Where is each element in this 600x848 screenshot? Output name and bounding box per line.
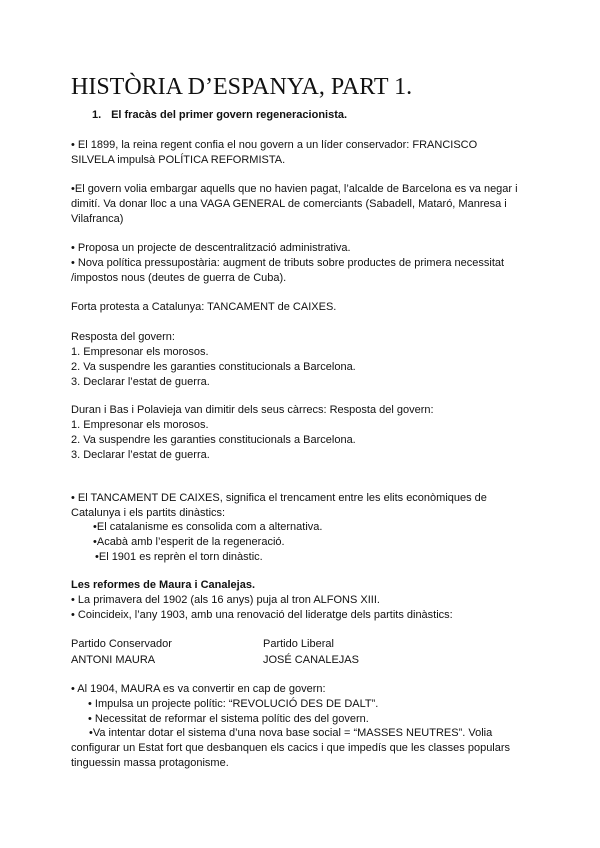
list-item: 1. Empresonar els morosos. bbox=[71, 346, 209, 358]
party-left-name: Partido Conservador bbox=[71, 638, 172, 650]
paragraph-line: Forta protesta a Catalunya: TANCAMENT de CAIXES. bbox=[71, 301, 337, 313]
list-item: •El catalanisme es consolida com a alternativa. bbox=[93, 521, 323, 533]
paragraph-line: dimití. Va donar lloc a una VAGA GENERAL de comerciants (Sabadell, Mataró, Manresa i bbox=[71, 198, 507, 210]
paragraph-line: SILVELA impulsà POLÍTICA REFORMISTA. bbox=[71, 154, 286, 166]
paragraph-line: configurar un Estat fort que desbanquen els cacics i que impedís que les classes populars bbox=[71, 742, 511, 754]
section-heading-text: El fracàs del primer govern regeneracionista. bbox=[111, 109, 348, 121]
list-item: • Necessitat de reformar el sistema polític des del govern. bbox=[88, 713, 369, 725]
list-item: 2. Va suspendre les garanties constitucionals a Barcelona. bbox=[71, 361, 356, 373]
list-item: •Acabà amb l’esperit de la regeneració. bbox=[93, 536, 285, 548]
paragraph-line: • El 1899, la reina regent confia el nou govern a un líder conservador: FRANCISCO bbox=[71, 139, 478, 151]
list-item: 1. Empresonar els morosos. bbox=[71, 419, 209, 431]
paragraph-line: • Al 1904, MAURA es va convertir en cap de govern: bbox=[71, 683, 326, 695]
paragraph-line: • La primavera del 1902 (als 16 anys) puja al tron ALFONS XIII. bbox=[71, 594, 380, 606]
paragraph-line: Resposta del govern: bbox=[71, 331, 175, 343]
paragraph-line: Duran i Bas i Polavieja van dimitir dels seus càrrecs: Resposta del govern: bbox=[71, 404, 434, 416]
list-item: •Va intentar dotar el sistema d’una nova base social = “MASSES NEUTRES”. Volia bbox=[89, 727, 493, 739]
paragraph-line: /impostos nous (deutes de guerra de Cuba). bbox=[71, 272, 287, 284]
paragraph-line: tinguessin massa protagonisme. bbox=[71, 757, 229, 769]
party-left-leader: ANTONI MAURA bbox=[71, 654, 156, 666]
list-item: •El 1901 es reprèn el torn dinàstic. bbox=[95, 551, 263, 563]
paragraph-line: • Nova política pressupostària: augment de tributs sobre productes de primera necessitat bbox=[71, 257, 505, 269]
section-heading-2: Les reformes de Maura i Canalejas. bbox=[71, 579, 256, 591]
list-item: 3. Declarar l’estat de guerra. bbox=[71, 376, 210, 388]
section-number: 1. bbox=[92, 109, 102, 121]
paragraph-line: Catalunya i els partits dinàstics: bbox=[71, 507, 226, 519]
list-item: • Impulsa un projecte polític: “REVOLUCIÓ DES DE DALT”. bbox=[88, 698, 379, 710]
list-item: 3. Declarar l’estat de guerra. bbox=[71, 449, 210, 461]
paragraph-line: • Coincideix, l’any 1903, amb una renovació del lideratge dels partits dinàstics: bbox=[71, 609, 453, 621]
paragraph-line: • Proposa un projecte de descentralització administrativa. bbox=[71, 242, 351, 254]
paragraph-line: •El govern volia embargar aquells que no havien pagat, l’alcalde de Barcelona es va negar i bbox=[71, 183, 518, 195]
paragraph-line: • El TANCAMENT DE CAIXES, significa el trencament entre les elits econòmiques de bbox=[71, 492, 487, 504]
section-heading-1 bbox=[92, 109, 347, 121]
paragraph-line: Vilafranca) bbox=[71, 213, 124, 225]
party-right-leader: JOSÉ CANALEJAS bbox=[263, 654, 359, 666]
page-title: HISTÒRIA D’ESPANYA, PART 1. bbox=[71, 74, 413, 100]
party-right-name: Partido Liberal bbox=[263, 638, 334, 650]
list-item: 2. Va suspendre les garanties constitucionals a Barcelona. bbox=[71, 434, 356, 446]
